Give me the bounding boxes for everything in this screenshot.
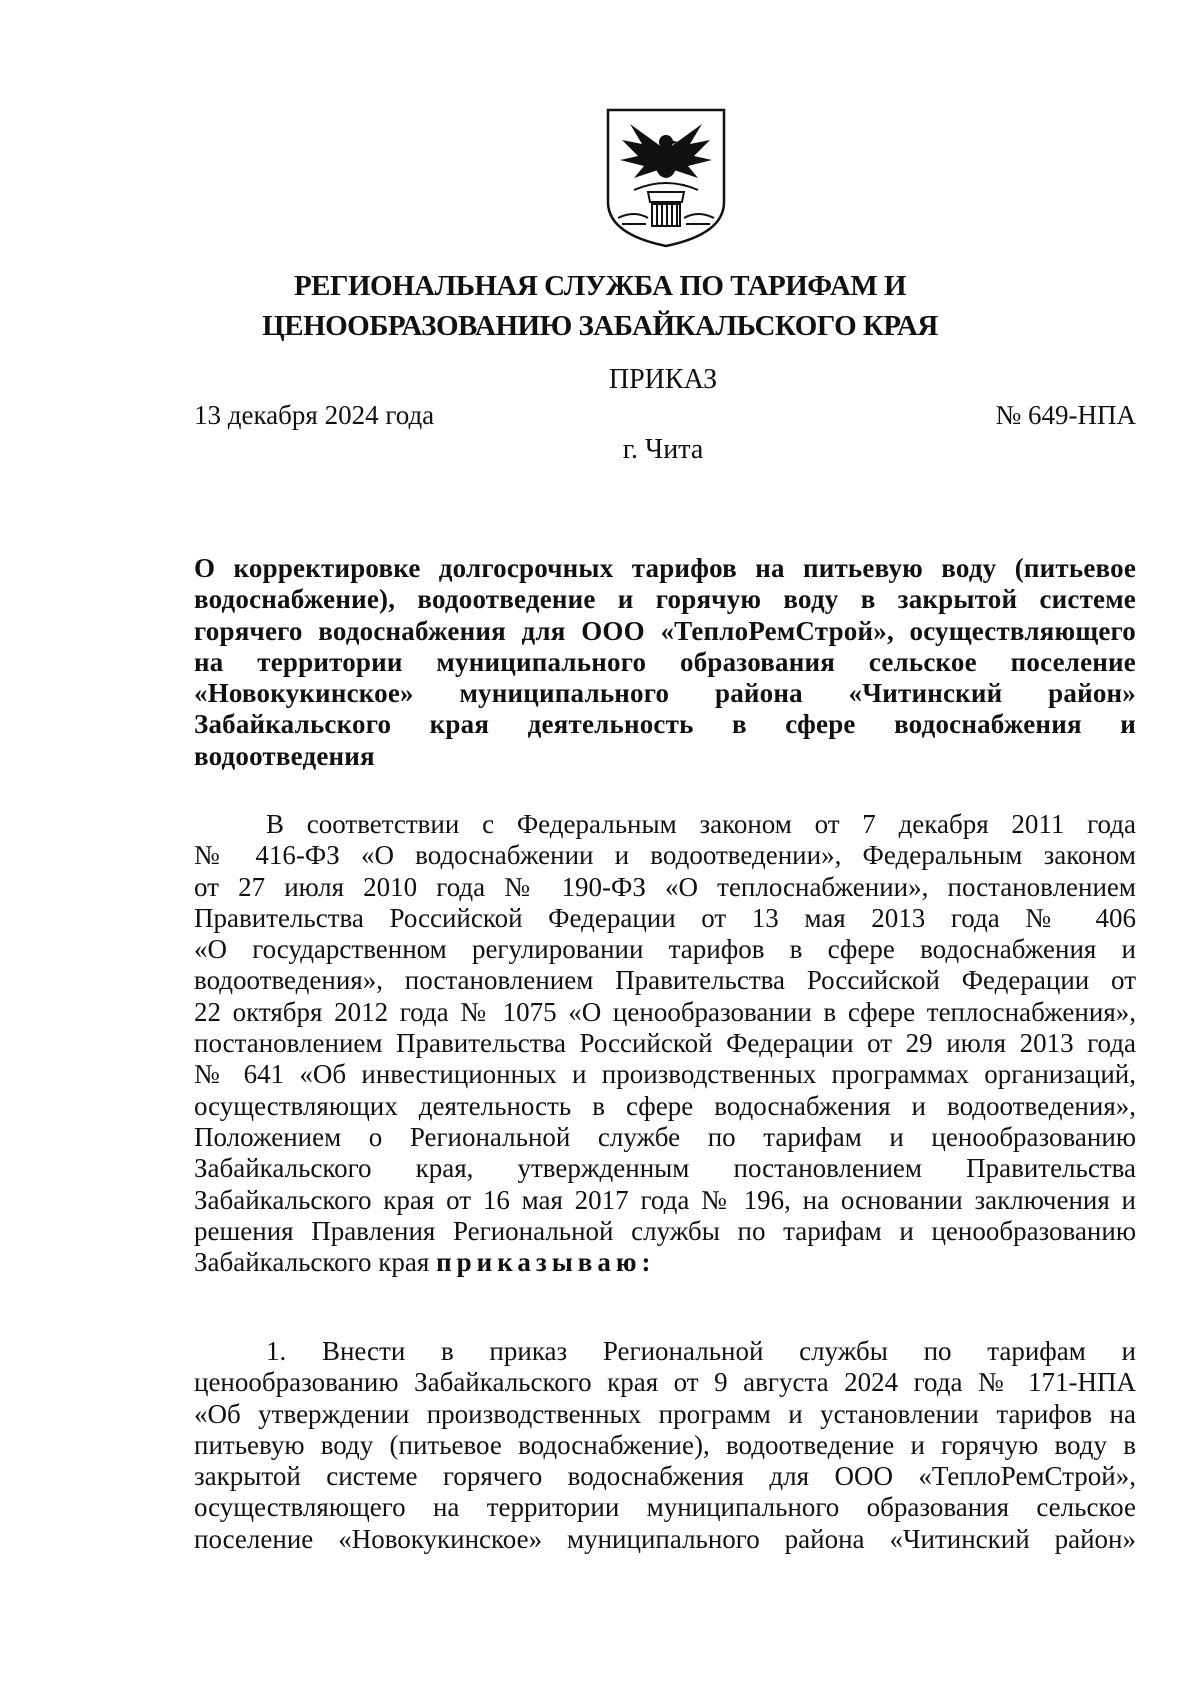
preamble-line: № 641 «Об инвестиционных и производственных программах организаций,: [194, 1059, 1136, 1090]
organization-title: [150, 266, 1050, 346]
document-type: ПРИКАЗ: [608, 364, 718, 395]
organization-title-line-2: ЦЕНООБРАЗОВАНИЮ ЗАБАЙКАЛЬСКОГО КРАЯ: [262, 310, 938, 342]
preamble-line: Положением о Региональной службе по тарифам и ценообразованию: [194, 1121, 1136, 1152]
preamble-line: решения Правления Региональной службы по тарифам и ценообразованию: [194, 1215, 1136, 1246]
document-city: г. Чита: [622, 434, 704, 465]
subject-line: водоотведения: [194, 740, 375, 771]
subject-line: водоснабжение), водоотведение и горячую воду в закрытой системе: [194, 584, 1136, 615]
preamble-line: от 27 июля 2010 года № 190-ФЗ «О теплоснабжении», постановлением: [194, 871, 1136, 902]
document-date: 13 декабря 2024 года: [194, 400, 435, 430]
order-word: приказываю:: [436, 1247, 656, 1278]
preamble-line: Правительства Российской Федерации от 13 мая 2013 года № 406: [194, 902, 1136, 933]
item-line: поселение «Новокукинское» муниципального района «Читинский район»: [194, 1523, 1136, 1554]
item-line: 1. Внести в приказ Региональной службы по тарифам и: [266, 1336, 1136, 1366]
preamble-last-line: [194, 1247, 1136, 1278]
subject-line: О корректировке долгосрочных тарифов на питьевую воду (питьевое: [194, 553, 1136, 583]
item-line: осуществляющего на территории муниципального образования сельское: [194, 1492, 1136, 1523]
subject-line: на территории муниципального образования сельское поселение: [194, 646, 1136, 677]
preamble-line: «О государственном регулировании тарифов в сфере водоснабжения и: [194, 934, 1136, 965]
preamble-line: Забайкальского края от 16 мая 2017 года № 196, на основании заключения и: [194, 1184, 1136, 1215]
preamble-paragraph: [194, 809, 1136, 1278]
document-number: № 649-НПА: [995, 400, 1136, 430]
subject-line: «Новокукинское» муниципального района «Читинский район»: [194, 678, 1136, 709]
preamble-line-text: Забайкальского края: [194, 1247, 437, 1278]
preamble-line: осуществляющих деятельность в сфере водоснабжения и водоотведения»,: [194, 1090, 1136, 1121]
preamble-line: 22 октября 2012 года № 1075 «О ценообразовании в сфере теплоснабжения»,: [194, 996, 1136, 1027]
item-line: закрытой системе горячего водоснабжения для ООО «ТеплоРемСтрой»,: [194, 1461, 1136, 1492]
subject-line: Забайкальского края деятельность в сфере водоснабжения и: [194, 709, 1136, 740]
item-line: ценообразованию Забайкальского края от 9 августа 2024 года № 171-НПА: [194, 1367, 1136, 1398]
preamble-line: постановлением Правительства Российской Федерации от 29 июля 2013 года: [194, 1028, 1136, 1059]
preamble-line: В соответствии с Федеральным законом от 7 декабря 2011 года: [266, 809, 1136, 839]
preamble-line: водоотведения», постановлением Правительства Российской Федерации от: [194, 965, 1136, 996]
preamble-line: Забайкальского края, утвержденным постановлением Правительства: [194, 1153, 1136, 1184]
item-line: питьевую воду (питьевое водоснабжение), водоотведение и горячую воду в: [194, 1429, 1136, 1460]
subject-line: горячего водоснабжения для ООО «ТеплоРемСтрой», осуществляющего: [194, 615, 1136, 646]
organization-title-line-1: РЕГИОНАЛЬНАЯ СЛУЖБА ПО ТАРИФАМ И: [293, 270, 907, 302]
item-line: «Об утверждении производственных программ и установлении тарифов на: [194, 1398, 1136, 1429]
document-subject: [194, 553, 1136, 772]
order-item-1: [194, 1336, 1136, 1555]
preamble-line: № 416-ФЗ «О водоснабжении и водоотведении», Федеральным законом: [194, 840, 1136, 871]
coat-of-arms-emblem: [604, 106, 728, 250]
